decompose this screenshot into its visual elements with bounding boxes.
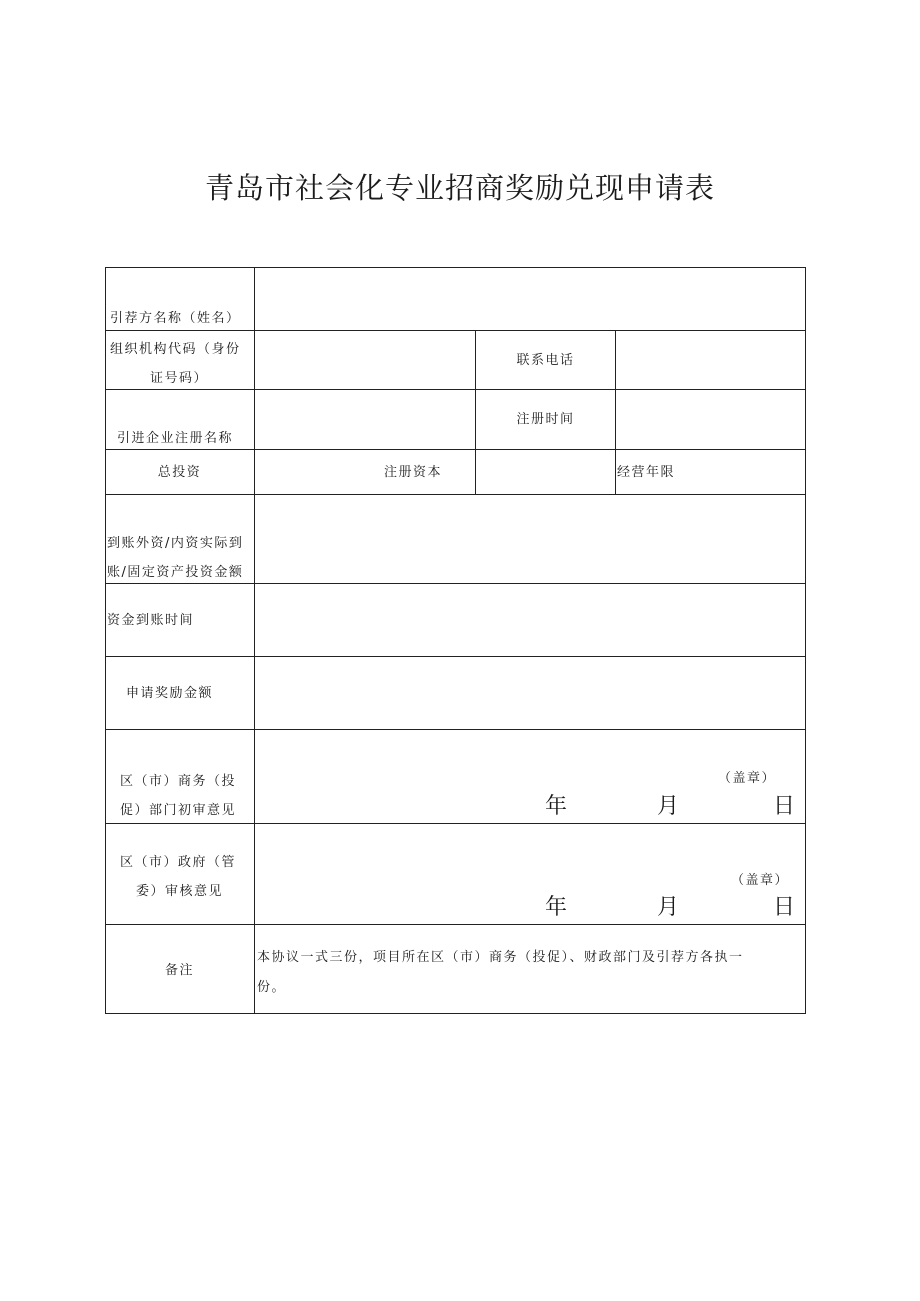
label-contact-phone: 联系电话 [516, 353, 575, 368]
remarks-text: 本协议一式三份，项目所在区（市）商务（投促）、财政部门及引荐方各执一 [257, 950, 744, 965]
row-divider [105, 924, 806, 925]
label-company-name: 引进企业注册名称 [117, 431, 234, 446]
label-apply-amount: 申请奖励金额 [126, 686, 214, 701]
date-month-label: 月 [657, 895, 680, 920]
field-registered-capital[interactable] [476, 450, 615, 494]
label-registered-capital: 注册资本 [384, 465, 443, 480]
label-funds-amount-cont: 账/固定资产投资金额 [107, 565, 244, 580]
label-operating-years: 经营年限 [617, 465, 676, 480]
date-day-label: 日 [773, 895, 796, 920]
label-remarks: 备注 [164, 963, 194, 978]
seal-label: （盖章） [718, 771, 777, 786]
field-contact-phone[interactable] [616, 331, 805, 389]
label-commerce-opinion-cont: 促）部门初审意见 [120, 803, 237, 818]
field-referrer-name[interactable] [255, 268, 805, 330]
field-funds-amount[interactable] [255, 495, 805, 583]
label-org-code: 组织机构代码（身份 [110, 342, 241, 357]
row-divider [105, 449, 806, 450]
field-funds-arrival-time[interactable] [255, 584, 805, 656]
field-gov-opinion[interactable] [255, 824, 805, 924]
label-referrer-name: 引荐方名称（姓名） [110, 311, 241, 326]
label-gov-opinion: 区（市）政府（管 [120, 855, 237, 870]
page-title: 青岛市社会化专业招商奖励兑现申请表 [204, 171, 715, 205]
label-org-code-cont: 证号码） [150, 371, 209, 386]
field-org-code[interactable] [255, 331, 474, 389]
date-year-label: 年 [545, 794, 568, 819]
label-commerce-opinion: 区（市）商务（投 [120, 774, 237, 789]
field-company-name[interactable] [255, 390, 474, 449]
label-funds-amount: 到账外资/内资实际到 [107, 536, 244, 551]
label-register-time: 注册时间 [516, 412, 575, 427]
date-year-label: 年 [545, 895, 568, 920]
field-register-time[interactable] [616, 390, 805, 449]
label-gov-opinion-cont: 委）审核意见 [136, 884, 224, 899]
date-month-label: 月 [657, 794, 680, 819]
remarks-text-cont: 份。 [257, 980, 287, 995]
date-day-label: 日 [773, 794, 796, 819]
label-total-investment: 总投资 [157, 465, 202, 480]
field-apply-amount[interactable] [255, 657, 805, 729]
label-funds-arrival-time: 资金到账时间 [107, 613, 195, 628]
seal-label: （盖章） [731, 873, 790, 888]
